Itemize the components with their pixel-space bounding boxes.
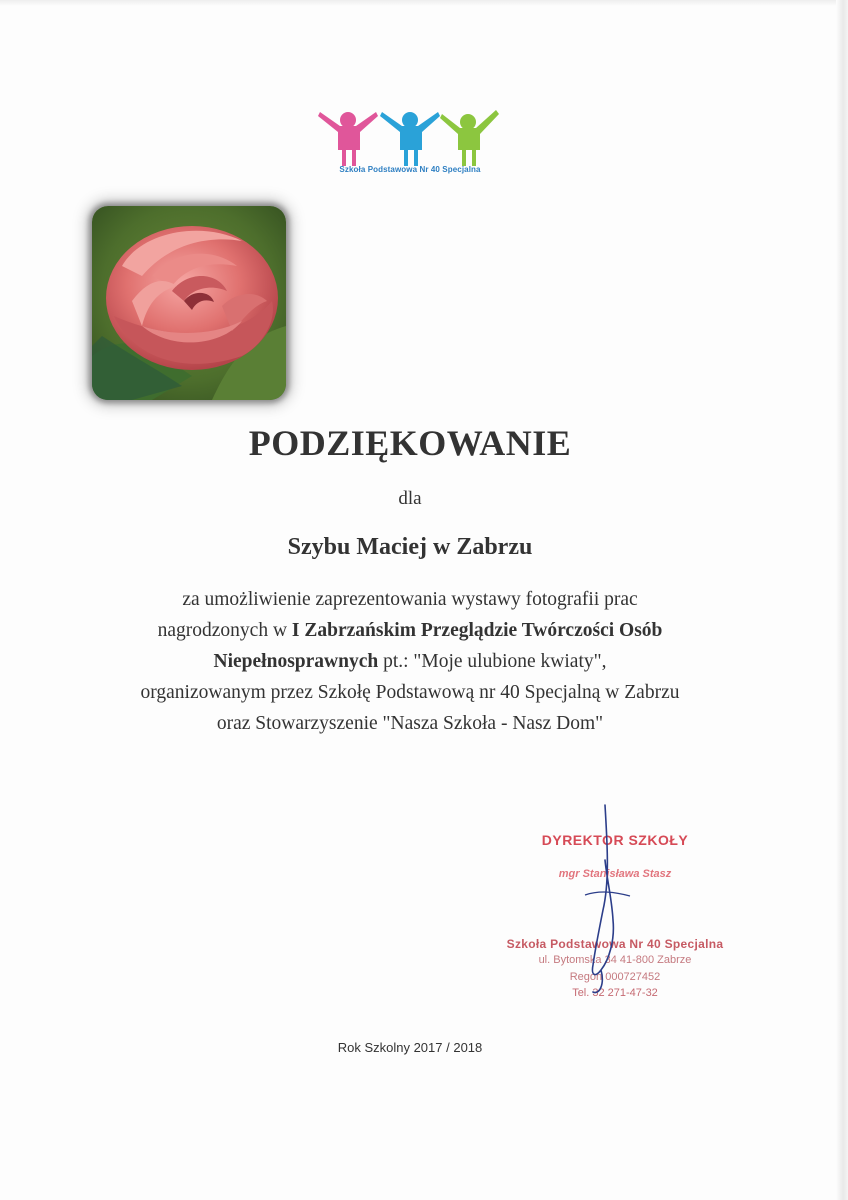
- school-year-footer: Rok Szkolny 2017 / 2018: [337, 1040, 483, 1055]
- scan-edge-right: [836, 0, 848, 1200]
- stamp-school: Szkoła Podstawowa Nr 40 Specjalna: [506, 937, 724, 951]
- event-name-part-2: Niepełnosprawnych: [213, 651, 379, 672]
- signature-icon: [555, 800, 655, 1000]
- body-line-3: [60, 646, 760, 677]
- recipient-name: Szybu Maciej w Zabrzu: [287, 534, 533, 560]
- stamp-name: mgr Stanisława Stasz: [558, 868, 672, 880]
- rose-painting-icon: [92, 206, 286, 400]
- body-line-1: za umożliwienie zaprezentowania wystawy fotografii prac: [182, 589, 638, 610]
- stamp-address: ul. Bytomska 34 41-800 Zabrze: [538, 954, 692, 966]
- logo-caption: Szkoła Podstawowa Nr 40 Specjalna: [339, 165, 481, 174]
- stamp-phone: Tel. 32 271-47-32: [572, 987, 658, 999]
- for-word: dla: [398, 488, 422, 509]
- stamp-title: DYREKTOR SZKOŁY: [541, 832, 689, 848]
- body-line-2: [60, 615, 760, 646]
- rose-painting: [92, 206, 286, 400]
- body-paragraph: [60, 584, 760, 739]
- body-line-4: organizowanym przez Szkołę Podstawową nr 40 Specjalną w Zabrzu: [140, 682, 680, 703]
- body-line-2-prefix: nagrodzonych w: [157, 620, 292, 641]
- scan-edge-top: [0, 0, 848, 6]
- stamp-regon: Regon 000727452: [569, 971, 661, 983]
- event-name-part-1: I Zabrzańskim Przeglądzie Twórczości Osób: [291, 620, 663, 641]
- document-title: PODZIĘKOWANIE: [248, 423, 572, 463]
- body-line-3-rest: pt.: "Moje ulubione kwiaty",: [378, 651, 607, 672]
- body-line-5: oraz Stowarzyszenie "Nasza Szkoła - Nasz Dom": [216, 713, 604, 734]
